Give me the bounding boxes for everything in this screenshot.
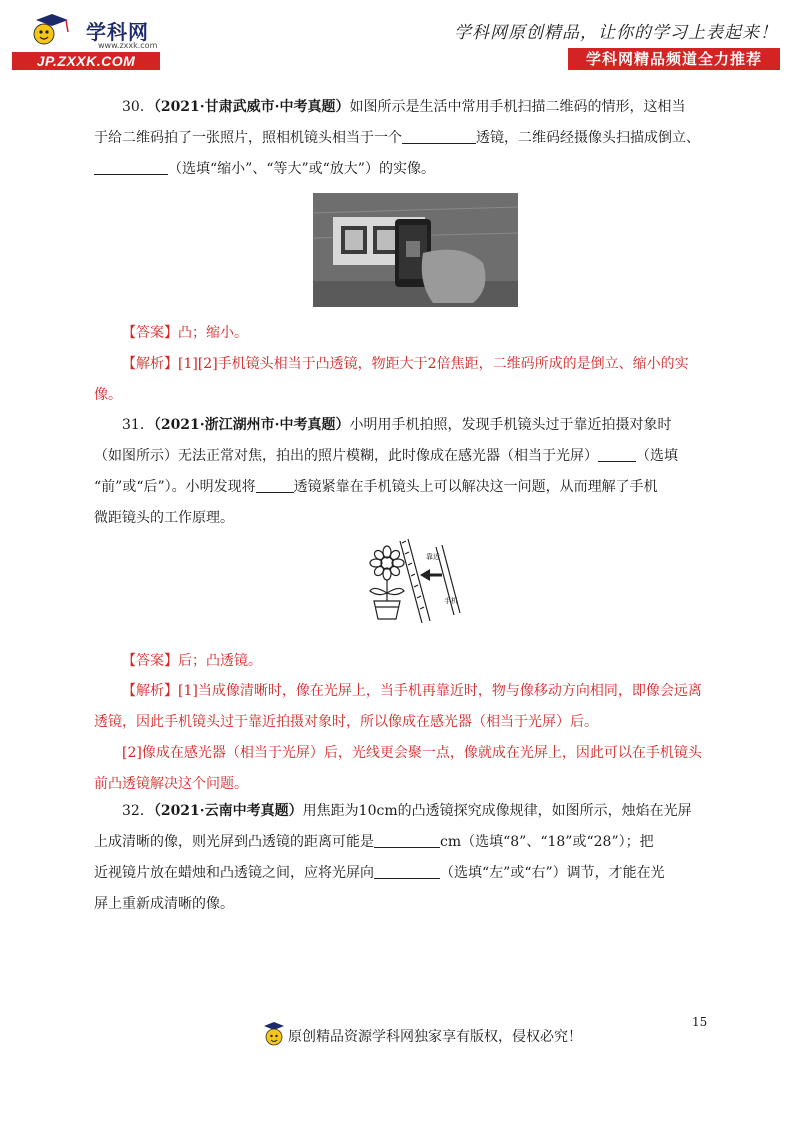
footer-mascot-icon (262, 1020, 286, 1048)
q32-text-2b: cm（选填“8”、“18”或“28”）；把 (440, 834, 654, 850)
q32-text-4: 屏上重新成清晰的像。 (94, 896, 234, 912)
q31-analysis-text-1: [1]当成像清晰时，像在光屏上，当手机再靠近时，物与像移动方向相同，即像会远离透镜，因此手机镜头过于靠近拍摄对象时，所以像成在感光器（相当于光屏）后。 (94, 683, 702, 730)
q30-analysis-tag: 【解析】 (122, 356, 178, 372)
q30-text-2a: 于给二维码拍了一张照片，照相机镜头相当于一个 (94, 130, 402, 146)
mascot-logo-icon (22, 12, 82, 48)
fig-label-phone: 手机 (444, 597, 458, 605)
q31-number: 31． (122, 417, 154, 433)
q30-blank-1[interactable] (402, 129, 476, 144)
q31-text-2b: （选填 (636, 448, 678, 464)
footer-copyright: 原创精品资源学科网独家享有版权，侵权必究！ (288, 1029, 582, 1045)
q30-analysis (94, 349, 706, 411)
logo-subtitle: www.zxxk.com (98, 41, 158, 50)
q31-text-3a: “前”或“后”）。小明发现将 (94, 479, 256, 495)
page-number: 15 (692, 1015, 708, 1029)
q30-text-2b: 透镜，二维码经摄像头扫描成倒立、 (476, 130, 700, 146)
logo-name: 学科网 (86, 20, 149, 44)
qr-scan-photo (313, 193, 518, 307)
q32-source: （2021·云南中考真题） (153, 803, 303, 819)
q30-source: （2021·甘肃武威市·中考真题） (153, 99, 350, 115)
header-slogan: 学科网原创精品，让你的学习上表起来！ (454, 23, 778, 43)
q31-answer (94, 646, 706, 677)
q32-text-3b: （选填“左”或“右”）调节，才能在光 (440, 865, 665, 881)
q31-text-2a: （如图所示）无法正常对焦，拍出的照片模糊，此时像成在感光器（相当于光屏） (94, 448, 598, 464)
q31-analysis-2 (94, 738, 706, 800)
q30-paragraph (94, 92, 706, 185)
q32-blank-2[interactable] (374, 864, 440, 879)
q31-source: （2021·浙江湖州市·中考真题） (153, 417, 350, 433)
q32-text-2a: 上成清晰的像，则光屏到凸透镜的距离可能是 (94, 834, 374, 850)
qr-scan-illustration (313, 193, 518, 307)
q31-blank-1[interactable] (598, 447, 636, 462)
q32-number: 32． (122, 803, 154, 819)
q30-text-1: 如图所示是生活中常用手机扫描二维码的情形，这相当 (349, 99, 686, 115)
q31-text-4: 微距镜头的工作原理。 (94, 510, 234, 526)
q31-text-3b: 透镜紧靠在手机镜头上可以解决这一问题，从而理解了手机 (293, 479, 658, 495)
q31-analysis-1 (94, 676, 706, 738)
q31-analysis-tag: 【解析】 (122, 683, 178, 699)
q32-blank-1[interactable] (374, 833, 440, 848)
q30-number: 30． (122, 99, 154, 115)
fig-label-near: 靠近 (426, 553, 440, 561)
q31-answer-text: 后；凸透镜。 (178, 653, 262, 669)
q32-text-1: 用焦距为10cm的凸透镜探究成像规律，如图所示，烛焰在光屏 (302, 803, 692, 819)
q30-answer (94, 318, 706, 349)
q31-paragraph (94, 410, 706, 534)
logo-url-badge[interactable]: JP.ZXXK.COM (12, 52, 160, 70)
flower-phone-figure (362, 535, 472, 627)
q32-text-3a: 近视镜片放在蜡烛和凸透镜之间，应将光屏向 (94, 865, 374, 881)
q30-analysis-text: [1][2]手机镜头相当于凸透镜，物距大于2倍焦距，二维码所成的是倒立、缩小的实像。 (94, 356, 689, 403)
header-banner: 学科网精品频道全力推荐 (568, 48, 780, 70)
q31-text-1: 小明用手机拍照，发现手机镜头过于靠近拍摄对象时 (349, 417, 672, 433)
q32-paragraph (94, 796, 706, 920)
q30-answer-tag: 【答案】 (122, 325, 178, 341)
q31-answer-tag: 【答案】 (122, 653, 178, 669)
q31-blank-2[interactable] (256, 478, 294, 493)
q30-answer-text: 凸；缩小。 (178, 325, 248, 341)
q30-text-3b: （选填“缩小”、“等大”或“放大”）的实像。 (168, 161, 435, 177)
q31-analysis-text-2: [2]像成在感光器（相当于光屏）后，光线更会聚一点，像就成在光屏上，因此可以在手机镜头前凸透镜解决这个问题。 (94, 745, 702, 792)
q30-blank-2[interactable] (94, 160, 168, 175)
